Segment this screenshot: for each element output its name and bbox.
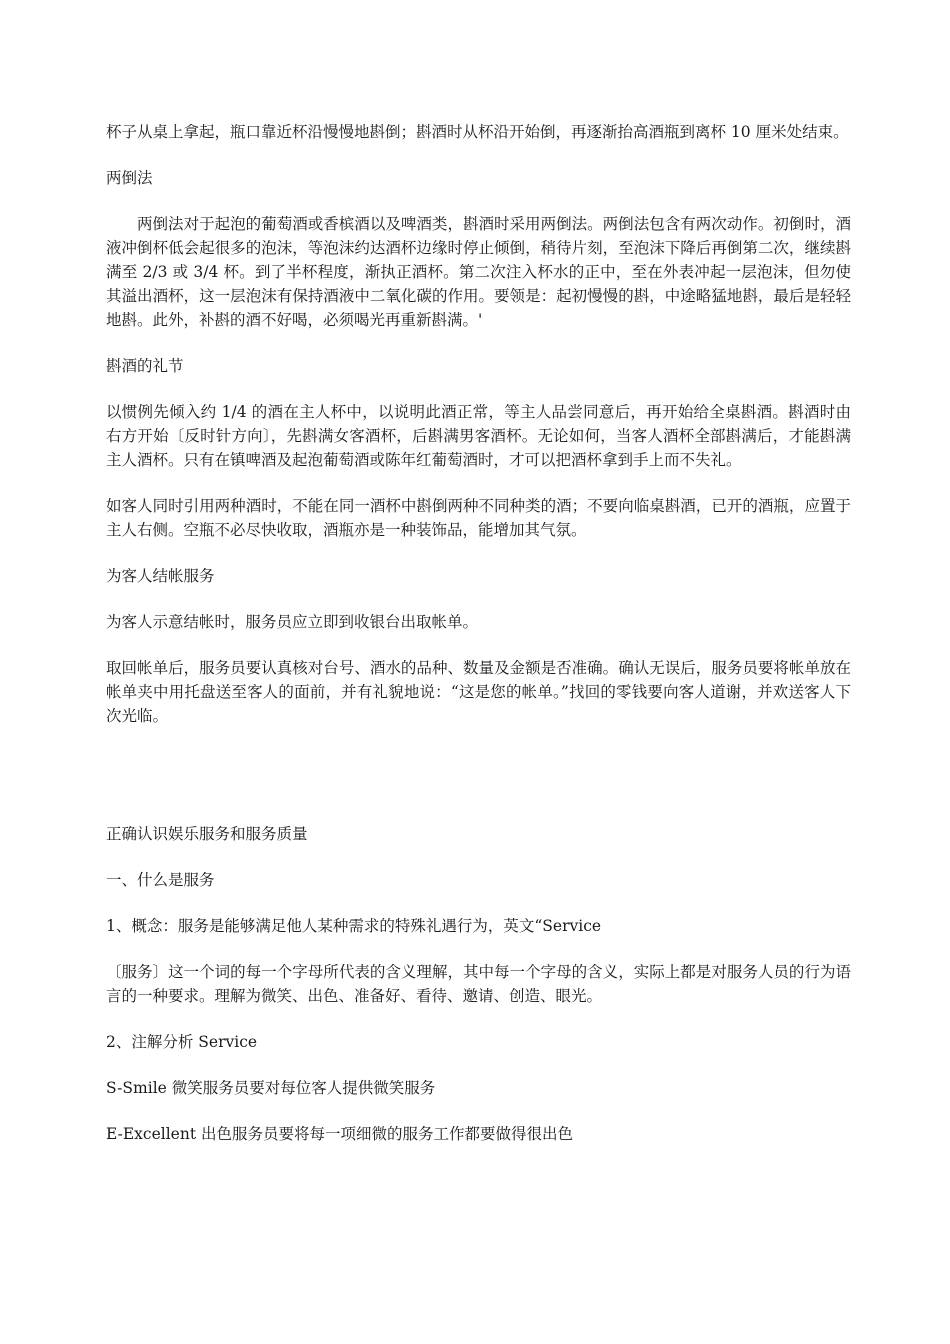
paragraph-service-letters: 〔服务〕这一个词的每一个字母所代表的含义理解，其中每一个字母的含义，实际上都是对服务人员的行为语言的一种要求。理解为微笑、出色、准备好、看待、邀请、创造、眼光。 <box>106 963 851 1005</box>
section-title-entertainment-service: 正确认识娱乐服务和服务质量 <box>106 825 308 843</box>
paragraph-two-pour-method: 两倒法对于起泡的葡萄酒或香槟酒以及啤酒类，斟酒时采用两倒法。两倒法包含有两次动作。初倒时，酒液冲倒杯低会起很多的泡沫，等泡沫约达酒杯边缘时停止倾倒，稍待片刻，至泡沫下降后再倒第二次，继续斟满至 2/3 或 3/4 杯。到了半杯程度，渐执正酒杯。第二次注入杯水的正中，至在外表冲起一层泡沫，但勿使其溢出酒杯，这一层泡沫有保持酒液中二氧化碳的作用。要领是：起初慢慢的斟，中途略猛地斟，最后是轻轻地斟。此外，补斟的酒不好喝，必须喝光再重新斟满。' <box>106 215 851 329</box>
document-page <box>106 120 851 1168</box>
paragraph-checkout-bill: 取回帐单后，服务员要认真核对台号、酒水的品种、数量及金额是否准确。确认无误后，服务员要将帐单放在帐单夹中用托盘送至客人的面前，并有礼貌地说：“这是您的帐单。”找回的零钱要向客人道谢，并欢送客人下次光临。 <box>106 659 851 725</box>
heading-two-pour-method: 两倒法 <box>106 169 153 187</box>
paragraph-service-analysis: 2、注解分析 Service <box>106 1033 258 1051</box>
paragraph-etiquette-two-wines: 如客人同时引用两种酒时，不能在同一酒杯中斟倒两种不同种类的酒；不要向临桌斟酒，已开的酒瓶，应置于主人右侧。空瓶不必尽快收取，酒瓶亦是一种装饰品，能增加其气氛。 <box>106 497 851 539</box>
heading-checkout-service: 为客人结帐服务 <box>106 567 215 585</box>
paragraph-pouring-method: 杯子从桌上拿起，瓶口靠近杯沿慢慢地斟倒；斟酒时从杯沿开始倒，再逐渐抬高酒瓶到离杯 10 厘米处结束。 <box>106 123 849 141</box>
paragraph-checkout-request: 为客人示意结帐时，服务员应立即到收银台出取帐单。 <box>106 613 479 631</box>
paragraph-e-excellent: E-Excellent 出色服务员要将每一项细微的服务工作都要做得很出色 <box>106 1125 573 1143</box>
paragraph-service-concept: 1、概念：服务是能够满足他人某种需求的特殊礼遇行为，英文“Service <box>106 917 602 935</box>
paragraph-s-smile: S-Smile 微笑服务员要对每位客人提供微笑服务 <box>106 1079 436 1097</box>
section-gap <box>106 750 851 822</box>
heading-what-is-service: 一、什么是服务 <box>106 871 215 889</box>
heading-pouring-etiquette: 斟酒的礼节 <box>106 357 184 375</box>
paragraph-etiquette-order: 以惯例先倾入约 1/4 的酒在主人杯中，以说明此酒正常，等主人品尝同意后，再开始给全桌斟酒。斟酒时由右方开始〔反时针方向〕，先斟满女客酒杯，后斟满男客酒杯。无论如何，当客人酒杯全部斟满后，才能斟满主人酒杯。只有在镇啤酒及起泡葡萄酒或陈年红葡萄酒时，才可以把酒杯拿到手上而不失礼。 <box>106 403 851 469</box>
